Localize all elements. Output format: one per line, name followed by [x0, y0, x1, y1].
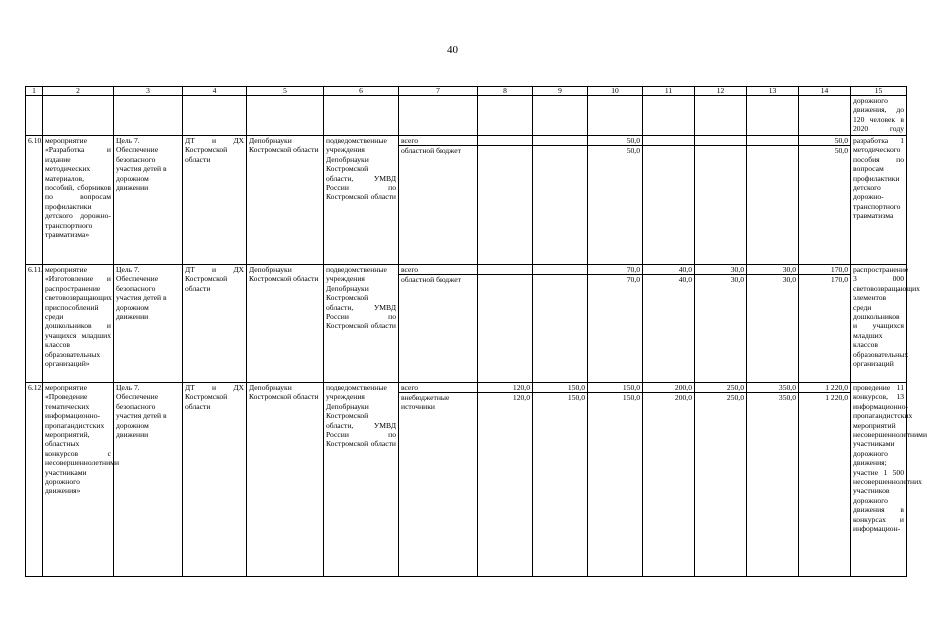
header-cell: 5	[247, 87, 324, 96]
value-cell: 170,0 170,0	[799, 265, 851, 383]
table-row	[26, 383, 907, 577]
executor: Депобрнауки Костромской области	[247, 136, 324, 265]
goal: Цель 7. Обеспечение безопасного участия детей в дорожном движении	[114, 136, 183, 265]
expected-result: проведение 11 конкурсов, 13 информационно-пропагандистских мероприятий несовершеннолетними участниками дорожного движения; участие 1 500 несовершеннолетних участников дорожного движения в конкурсах и информацион-	[851, 383, 907, 577]
value-cell: 40,0 40,0	[643, 265, 695, 383]
header-cell: 9	[533, 87, 588, 96]
executor: Депобрнауки Костромской области	[247, 265, 324, 383]
goal: Цель 7. Обеспечение безопасного участия детей в дорожном движении	[114, 265, 183, 383]
funding-sources	[399, 265, 478, 383]
value-cell	[747, 136, 799, 265]
participants: подведомственные учреждения Депобрнауки Костромской области, УМВД России по Костромской области	[324, 136, 399, 265]
goal: Цель 7. Обеспечение безопасного участия детей в дорожном движении	[114, 383, 183, 577]
header-cell: 4	[183, 87, 247, 96]
row-number: 6.12.	[26, 383, 43, 577]
value-cell	[695, 136, 747, 265]
value-cell: 50,0 50,0	[588, 136, 643, 265]
header-cell: 13	[747, 87, 799, 96]
value-cell: 250,0 250,0	[695, 383, 747, 577]
coordinator: ДТ и ДХ Костромской области	[183, 136, 247, 265]
table-row	[26, 265, 907, 383]
value-cell	[643, 136, 695, 265]
source-detail: областной бюджет	[401, 146, 461, 155]
value-cell: 30,0 30,0	[747, 265, 799, 383]
value-cell: 350,0 350,0	[747, 383, 799, 577]
value-cell: 150,0 150,0	[533, 383, 588, 577]
header-cell: 12	[695, 87, 747, 96]
source-detail: областной бюджет	[401, 275, 461, 284]
header-cell: 3	[114, 87, 183, 96]
source-total: всего	[399, 265, 477, 275]
funding-sources	[399, 383, 478, 577]
header-cell: 11	[643, 87, 695, 96]
value-cell: 120,0 120,0	[478, 383, 533, 577]
header-cell: 10	[588, 87, 643, 96]
coordinator: ДТ и ДХ Костромской области	[183, 265, 247, 383]
participants: подведомственные учреждения Депобрнауки Костромской области, УМВД России по Костромской области	[324, 265, 399, 383]
carry-over-row	[26, 96, 907, 136]
event-name: мероприятие «Изготовление и распространение световозвращающих приспособлений среди дошкольников и учащихся младших классов образовательных организаций»	[43, 265, 114, 383]
event-name: мероприятие «Проведение тематических информационно-пропагандистских мероприятий, областных конкурсов с несовершеннолетними участниками дорожного движения»	[43, 383, 114, 577]
value-cell	[533, 136, 588, 265]
header-cell: 15	[851, 87, 907, 96]
table-row	[26, 136, 907, 265]
value-cell: 30,0 30,0	[695, 265, 747, 383]
event-name: мероприятие «Разработка и издание методических материалов, пособий, сборников по вопросам профилактики детского дорожно-транспортного травматизма»	[43, 136, 114, 265]
header-cell: 1	[26, 87, 43, 96]
header-cell: 14	[799, 87, 851, 96]
page-number: 40	[447, 44, 458, 56]
program-table	[25, 86, 927, 577]
source-detail: внебюджетные источники	[401, 393, 450, 411]
row-number: 6.10.	[26, 136, 43, 265]
header-row	[26, 87, 907, 96]
value-cell: 50,0 50,0	[799, 136, 851, 265]
carry-over-result: дорожного движения, до 120 человек в 2020 году	[851, 96, 907, 136]
value-cell: 70,0 70,0	[588, 265, 643, 383]
header-cell: 2	[43, 87, 114, 96]
coordinator: ДТ и ДХ Костромской области	[183, 383, 247, 577]
value-cell: 1 220,0 1 220,0	[799, 383, 851, 577]
source-total: всего	[399, 383, 477, 393]
header-cell: 7	[399, 87, 478, 96]
funding-sources	[399, 136, 478, 265]
header-cell: 8	[478, 87, 533, 96]
executor: Депобрнауки Костромской области	[247, 383, 324, 577]
expected-result: разработка 1 методического пособия по вопросам профилактики детского дорожно-транспортного травматизма	[851, 136, 907, 265]
header-cell: 6	[324, 87, 399, 96]
source-total: всего	[399, 136, 477, 146]
value-cell: 150,0 150,0	[588, 383, 643, 577]
value-cell	[533, 265, 588, 383]
value-cell	[478, 136, 533, 265]
value-cell: 200,0 200,0	[643, 383, 695, 577]
participants: подведомственные учреждения Депобрнауки Костромской области, УМВД России по Костромской области	[324, 383, 399, 577]
expected-result: распространение 3 000 световозвращающих элементов среди дошкольников и учащихся младших классов образовательных организаций	[851, 265, 907, 383]
row-number: 6.11.	[26, 265, 43, 383]
value-cell	[478, 265, 533, 383]
